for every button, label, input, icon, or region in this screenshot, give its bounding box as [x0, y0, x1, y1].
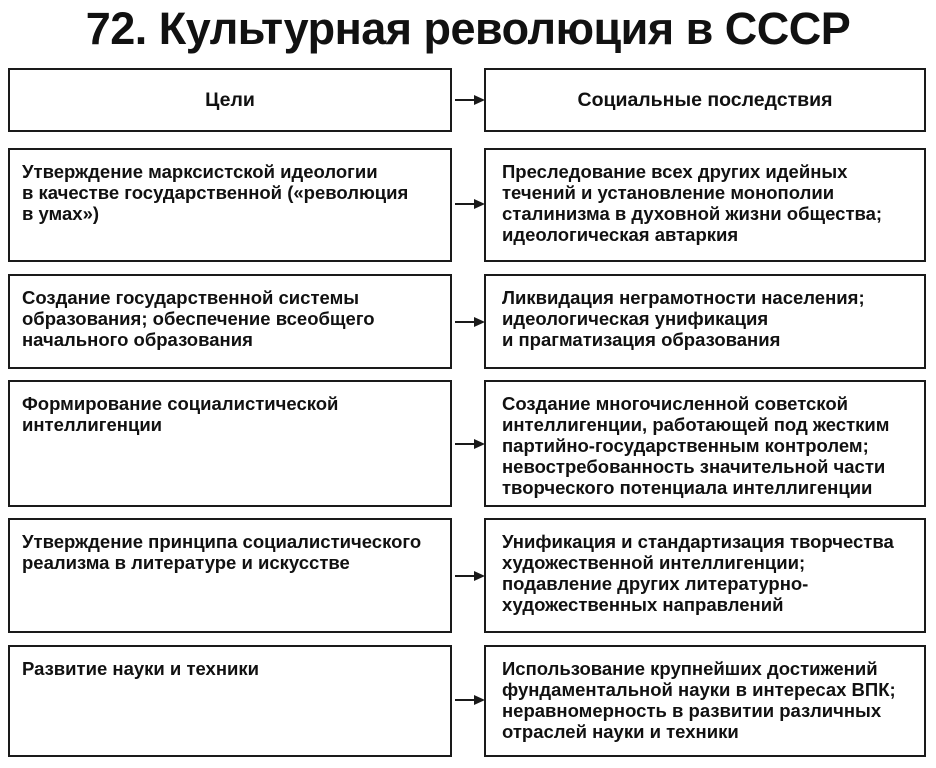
goal-box: Утверждение марксистской идеологии в качестве государственной («революция в умах»)	[8, 148, 452, 262]
consequence-box: Создание многочисленной советской интеллигенции, работающей под жестким партийно-государственным контролем; невостребованность значительной части творческого потенциала интеллигенции	[484, 380, 926, 507]
consequences-header-label: Социальные последствия	[577, 88, 833, 111]
consequence-box: Унификация и стандартизация творчества художественной интеллигенции; подавление других литературно- художественных направлений	[484, 518, 926, 633]
goal-box: Утверждение принципа социалистического реализма в литературе и искусстве	[8, 518, 452, 633]
arrow-right-icon	[455, 438, 485, 450]
consequence-box: Использование крупнейших достижений фундаментальной науки в интересах ВПК; неравномерность в развитии различных отраслей науки и техники	[484, 645, 926, 757]
arrow-right-icon	[455, 94, 485, 106]
arrow-right-icon	[455, 316, 485, 328]
arrow-right-icon	[455, 198, 485, 210]
goal-box: Формирование социалистической интеллигенции	[8, 380, 452, 507]
page-title: 72. Культурная революция в СССР	[85, 3, 851, 54]
arrow-right-icon	[455, 570, 485, 582]
goal-box: Создание государственной системы образования; обеспечение всеобщего начального образования	[8, 274, 452, 369]
goals-header-label: Цели	[205, 88, 255, 111]
consequences-header	[484, 68, 926, 132]
goal-box: Развитие науки и техники	[8, 645, 452, 757]
arrow-right-icon	[455, 694, 485, 706]
consequence-box: Преследование всех других идейных течений и установление монополии сталинизма в духовной жизни общества; идеологическая автаркия	[484, 148, 926, 262]
consequence-box: Ликвидация неграмотности населения; идеологическая унификация и прагматизация образования	[484, 274, 926, 369]
goals-header	[8, 68, 452, 132]
